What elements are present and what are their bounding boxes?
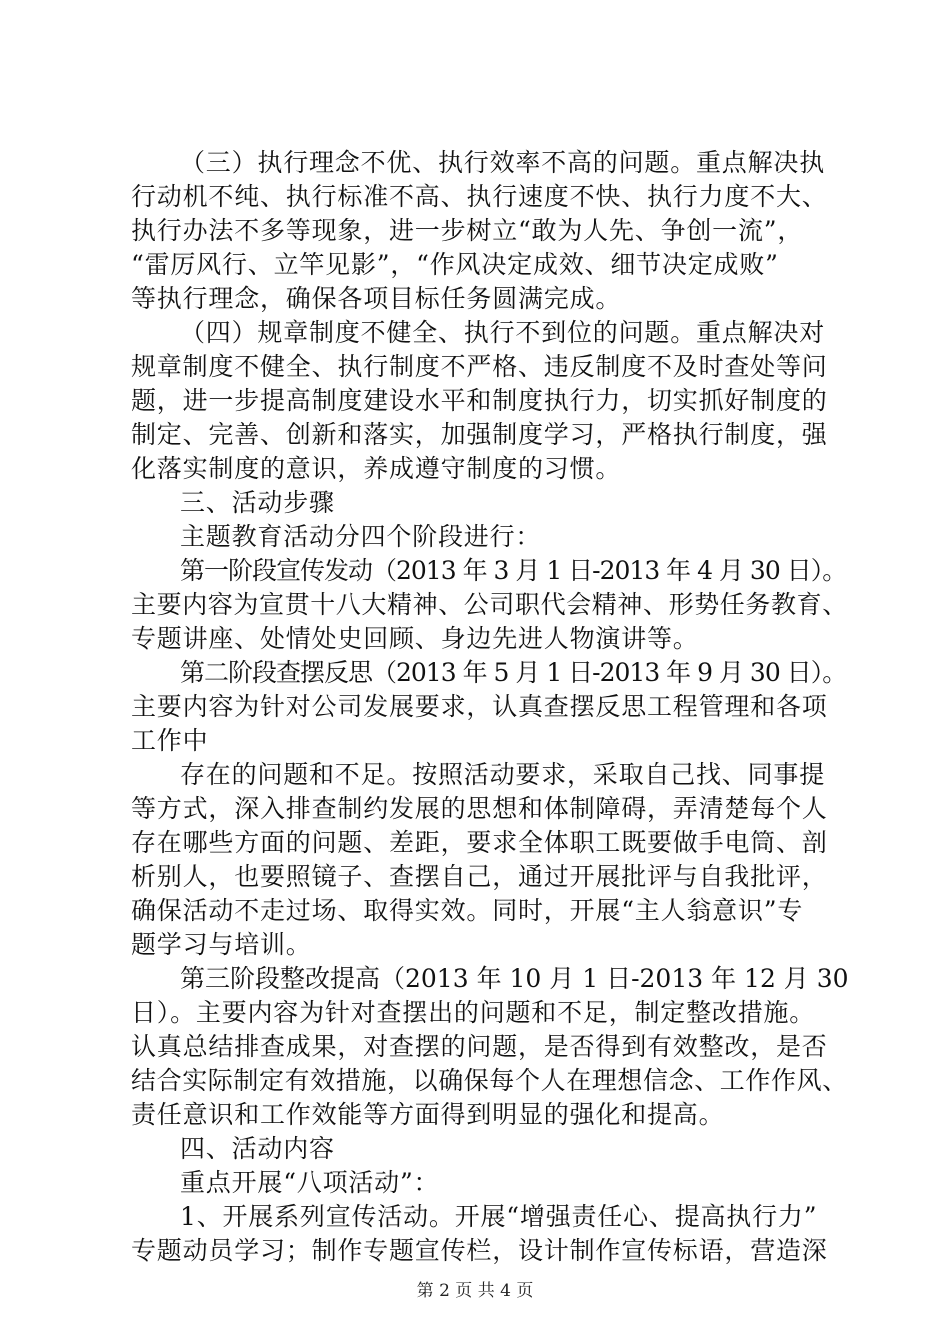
paragraph-line: 制定、完善、创新和落实，加强制度学习，严格执行制度，强 [131,420,828,449]
paragraph-line: 化落实制度的意识，养成遵守制度的习惯。 [131,454,622,483]
paragraph-line: 结合实际制定有效措施，以确保每个人在理想信念、工作作风、 [131,1066,848,1095]
paragraph-line: 工作中 [131,726,209,755]
paragraph-line: “雷厉风行、立竿见影”，“作风决定成效、细节决定成败” [131,250,779,279]
paragraph-line: 专题动员学习；制作专题宣传栏，设计制作宣传标语，营造深 [131,1236,828,1265]
paragraph-line: 等方式，深入排查制约发展的思想和体制障碍，弄清楚每个人 [131,794,828,823]
paragraph-line: 执行办法不多等现象，进一步树立“敢为人先、争创一流”， [131,216,804,245]
paragraph-line: 第二阶段查摆反思（2013 年 5 月 1 日-2013 年 9 月 30 日）。 [180,658,847,687]
paragraph-line: 等执行理念，确保各项目标任务圆满完成。 [131,284,622,313]
paragraph-line: 行动机不纯、执行标准不高、执行速度不快、执行力度不大、 [131,182,828,211]
paragraph-line: （四）规章制度不健全、执行不到位的问题。重点解决对 [180,318,826,347]
paragraph-line: 确保活动不走过场、取得实效。同时，开展“主人翁意识”专 [131,896,804,925]
paragraph-line: 主要内容为宣贯十八大精神、公司职代会精神、形势任务教育、 [131,590,848,619]
paragraph-line: 存在哪些方面的问题、差距，要求全体职工既要做手电筒、剖 [131,828,828,857]
paragraph-line: 第三阶段整改提高（2013 年 10 月 1 日-2013 年 12 月 30 [180,964,849,993]
paragraph-line: 第一阶段宣传发动（2013 年 3 月 1 日-2013 年 4 月 30 日）。 [180,556,847,585]
paragraph-line: 责任意识和工作效能等方面得到明显的强化和提高。 [131,1100,725,1129]
paragraph-line: 题，进一步提高制度建设水平和制度执行力，切实抓好制度的 [131,386,828,415]
paragraph-line: 重点开展“八项活动”： [180,1168,440,1197]
paragraph-line: 认真总结排查成果，对查摆的问题，是否得到有效整改，是否 [131,1032,828,1061]
paragraph-line: 日）。主要内容为针对查摆出的问题和不足，制定整改措施。 [131,998,816,1027]
paragraph-line: 主题教育活动分四个阶段进行： [180,522,542,551]
paragraph-line: 题学习与培训。 [131,930,312,959]
page-number-footer: 第 2 页 共 4 页 [416,1281,534,1301]
paragraph-line: 规章制度不健全、执行制度不严格、违反制度不及时查处等问 [131,352,828,381]
section-heading: 四、活动内容 [180,1134,335,1163]
section-heading: 三、活动步骤 [180,488,335,517]
paragraph-line: 主要内容为针对公司发展要求，认真查摆反思工程管理和各项 [131,692,828,721]
paragraph-line: 存在的问题和不足。按照活动要求，采取自己找、同事提 [180,760,826,789]
paragraph-line: 1、开展系列宣传活动。开展“增强责任心、提高执行力” [180,1202,818,1231]
paragraph-line: （三）执行理念不优、执行效率不高的问题。重点解决执 [180,148,826,177]
paragraph-line: 析别人，也要照镜子、查摆自己，通过开展批评与自我批评， [131,862,828,891]
paragraph-line: 专题讲座、处情处史回顾、身边先进人物演讲等。 [131,624,699,653]
